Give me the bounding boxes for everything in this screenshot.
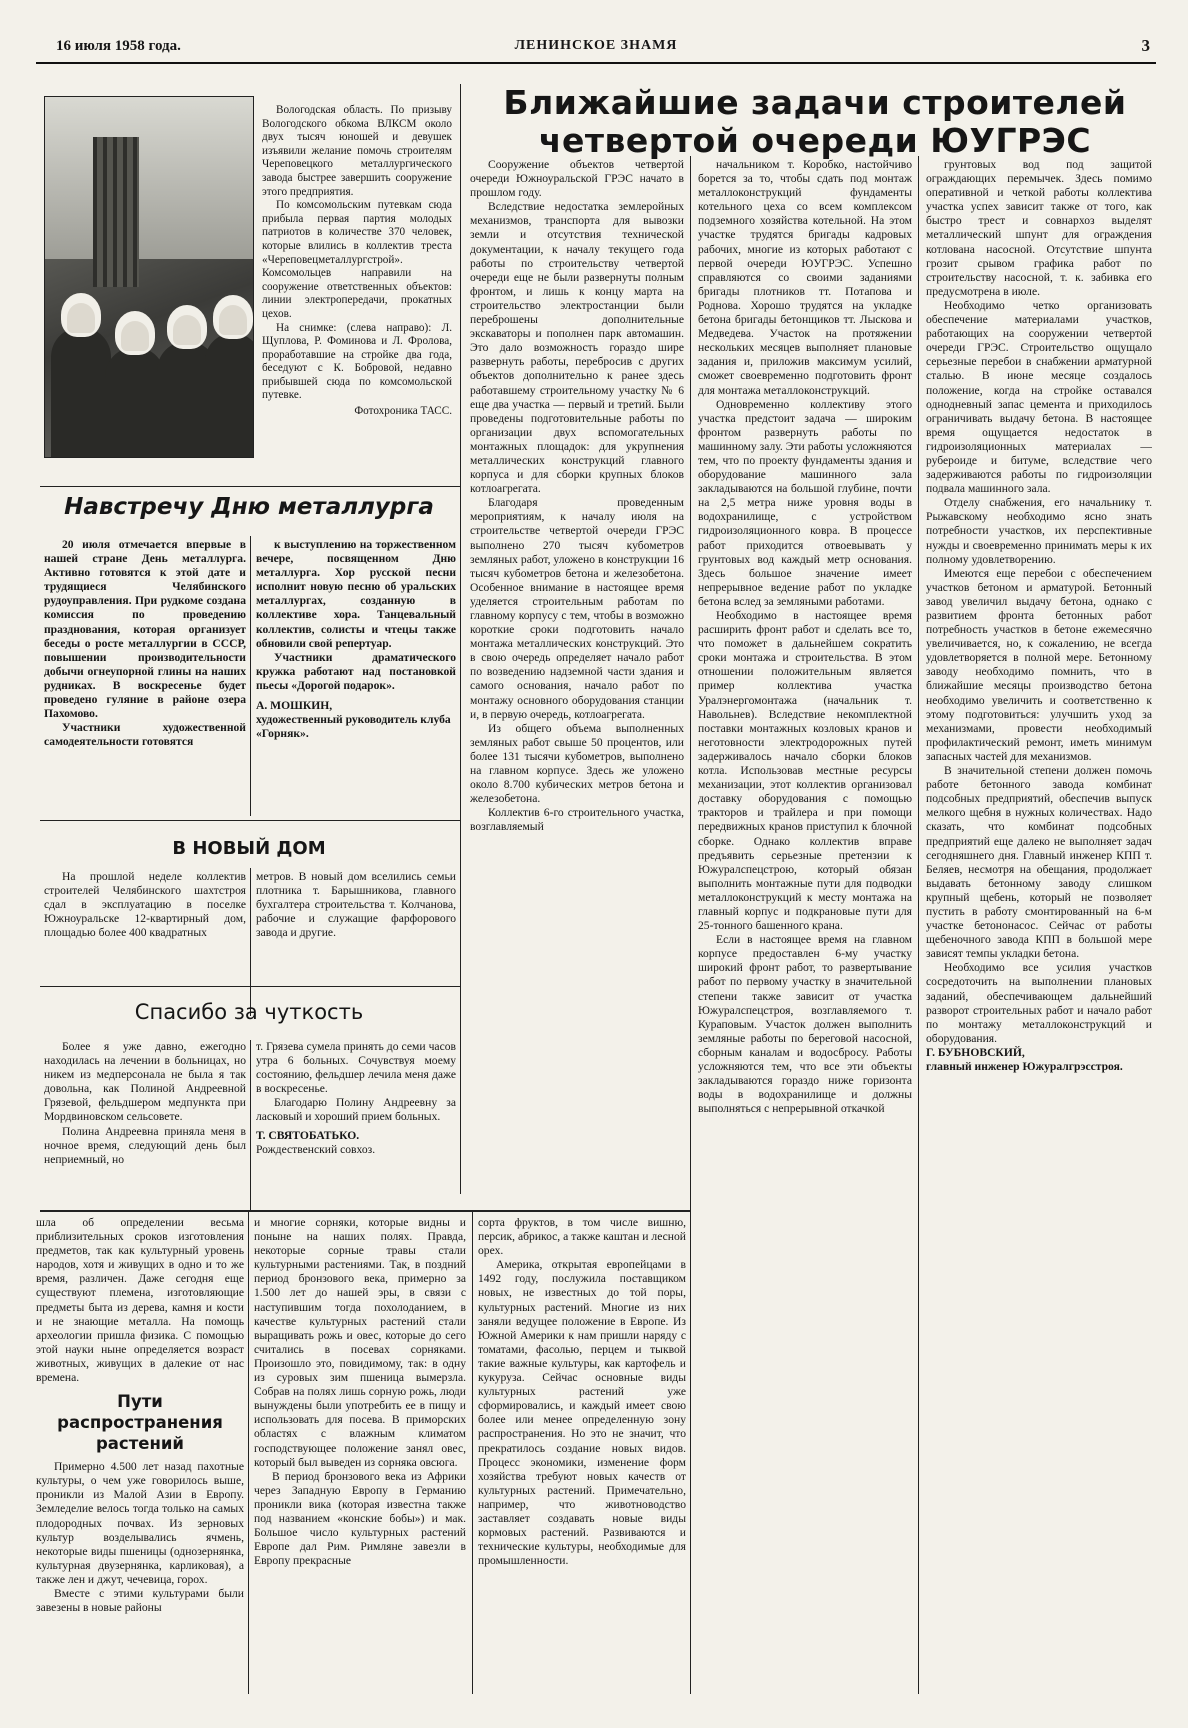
paragraph: Необходимо четко организовать обеспечение материалами участков, работающих на сооружении четвертой очереди ГРЭС. Строительство ощущало серьезные перебои в снабжении арматурной сталью. В июне месяце создалось положение, когда на стройке оставался однодневный запас цемента и приходилось ограничивать выдачу бетона. В настоящее время ощущается недостаток в гидроизоляционных материалах — рубероиде и битуме, вследствие чего задерживаются работы по гидроизоляции подвала машинного зала. (926, 298, 1152, 496)
page-number: 3 (1141, 36, 1150, 55)
thanks-column-1 (44, 1040, 246, 1208)
paragraph: На прошлой неделе коллектив строителей Челябинского шахтстроя сдал в эксплуатацию в поселке Южноуральске 12-квартирный дом, площадью более 400 квадратных (44, 870, 246, 940)
caption-paragraph: На снимке: (слева направо): Л. Щуплова, Р. Фоминова и Л. Фролова, проработавшие на стройке два года, беседуют с К. Бобровой, недавно прибывшей сюда по комсомольской путевке. (262, 321, 452, 402)
plants-column-3 (478, 1216, 686, 1696)
caption-paragraph: Вологодская область. По призыву Вологодского обкома ВЛКСМ около двух тысяч юношей и девушек изъявили желание помочь строителям Череповецкого металлургического завода быстрее завершить сооружение этого предприятия. (262, 104, 452, 198)
paragraph: Благодаря проведенным мероприятиям, к началу июля на строительстве четвертой очереди ГРЭС выполнено 270 тысяч кубометров земляных работ, уложено в конструкции 16 тысяч кубометров бетона и железобетона. Особенное внимание в настоящее время уделяется строительным работам по главному корпусу с тем, чтобы в возможно короткие сроки подготовить начало монтажа металлических конструкций. Это в свою очередь определяет начало работ по возведению надземной части здания и самого основания, начало работ по монтажу основного оборудования станции и, в первую очередь, котлоагрегата. (470, 496, 684, 721)
masthead (36, 36, 1156, 64)
plants-column-2 (254, 1216, 466, 1696)
paragraph: Коллектив 6-го строительного участка, возглавляемый (470, 806, 684, 834)
paragraph: 20 июля отмечается впервые в нашей стране День металлурга. Активно готовятся к этой дате и трудящиеся Челябинского рудоуправления. При рудкоме создана комиссия по проведению празднования, которая организует беседы о росте металлургии в СССР, повышении производительности добычи огнеупорной глины на наших рудниках. В воскресенье будет проведено гуляние в районе озера Пахомово. (44, 538, 246, 721)
paragraph: т. Грязева сумела принять до семи часов утра 6 больных. Сочувствуя моему состоянию, фельдшер лечила меня даже в воскресенье. (256, 1040, 456, 1096)
paragraph: Имеются еще перебои с обеспечением участков бетоном и арматурой. Бетонный завод увеличил выдачу бетона, однако с развитием фронта бетонных работ потребность участков в бетоне ежемесячно увеличивается, но, к сожалению, не всегда удовлетворяется в полной мере. Бетонному заводу необходимо помнить, что в ближайшие месяцы производство бетона необходимо увеличить и соответственно к этому подготовиться: улучшить уход за механизмами, провести необходимый профилактический ремонт, иметь минимум запасных частей для механизмов. (926, 566, 1152, 763)
paragraph: Участники драматического кружка работают над постановкой пьесы «Дорогой подарок». (256, 650, 456, 692)
paragraph: Америка, открытая европейцами в 1492 году, послужила поставщиком новых, не известных до той поры, культурных растений. Многие из них заняли ведущее положение в Европе. Из Южной Америки к нам пришли наряду с томатами, фасолью, перцем и тыквой такие важные культуры, как картофель и кукуруза. Сейчас основные виды культурных растений уже сформировались, и каждый имеет свою более или менее определенную зону распространения. Но это не значит, что прекратилось создание новых видов. Процесс экономики, изменение форм хозяйства требуют новых качеств от культурных растений. Примечательно, например, что животноводство заставляет создавать новые виды кормовых растений. Развиваются и технические культуры, необходимые для промышленности. (478, 1258, 686, 1568)
author-role: главный инженер Южуралгрэсстроя. (926, 1060, 1123, 1073)
paragraph: Одновременно коллективу этого участка предстоит задача — широким фронтом развернуть работы по машинному залу. Эти работы усложняются тем, что по проекту фундаменты здания и оборудование машинного зала закладываются на большой глубине, почти на 2,5 метра ниже уровня воды в водохранилище, с устройством гидроизоляционного ковра. В процессе работ приходится отвоевывать у грунтовых вод каждый метр основания. Здесь большое значение имеет непрерывное ведение работ по укладке бетона вслед за земляными работами. (698, 397, 912, 608)
main-article-column-1 (470, 158, 684, 1210)
paragraph: Вследствие недостатка землеройных механизмов, транспорта для вывозки земли и отсутствия технической документации, к началу текущего года работы по строительству четвертой очереди еще не были развернуты полным фронтом, и лишь к концу марта на строительство электростанции были переброшены дополнительные экскаваторы и пополнен парк автомашин. Это дало возможность гораздо шире развернуть работы, перебросив с других объектов дополнительно к ранее здесь работавшему строительному участку № 6 еще два участка — первый и третий. Были проведены подготовительные работы по организации двух вспомогательных монтажных площадок: для укрупнения металлических конструкций главного корпуса и для сборки крупных блоков котлоагрегата. (470, 200, 684, 496)
author-place: Рождественский совхоз. (256, 1142, 376, 1156)
new-house-headline: В НОВЫЙ ДОМ (172, 838, 326, 859)
paragraph: Примерно 4.500 лет назад пахотные культуры, о чем уже говорилось выше, проникли из Малой Азии в Европу. Земледелие велось тогда только на самых плодородных почвах. Из зерновых культур возделывались ячмень, некоторые виды пшеницы (однозернянка, культурная двузернянка, карликовая), а также лен и джут, чечевица, горох. (36, 1460, 244, 1586)
paragraph: Если в настоящее время на главном корпусе предоставлен 6-му участку широкий фронт работ, то развертывание работ по первому участку в значительной степени также зависит от участка Южуралспецстроя, возглавляемого т. Кураповым. Участок должен выполнить земляные работы по береговой насосной, сборным каналам и водосбросу. Работы усложняются тем, что все эти объекты закладываются гораздо ниже горизонта воды в водохранилище и должны выполняться с непрерывной откачкой (698, 933, 912, 1116)
paragraph: В значительной степени должен помочь работе бетонного завода комбинат подсобных предприятий, обеспечив выпуск мелкого щебня в нужных количествах. Надо сказать, что комбинат подсобных предприятий еще далеко не выполняет задач сегодняшнего дня. Главный инженер КПП т. Беляев, несмотря на обещания, продолжает выдавать бетонному заводу слишком крупный щебень, который не позволяет пустить в работу смонтированный на 6-м участке бетононасос. Сейчас от работы щебеночного завода КПП в большой мере зависят темпы укладки бетона. (926, 764, 1152, 961)
paragraph: метров. В новый дом вселились семьи плотника т. Барышникова, главного бухгалтера строительства т. Колчанова, рабочие и служащие фарфорового завода и другие. (256, 870, 456, 940)
photo-caption (262, 104, 452, 419)
paragraph: и многие сорняки, которые видны и поныне на наших полях. Правда, некоторые сорные травы стали культурными растениями. Так, в поздний период бронзового века, примерно за 1.500 лет до нашей эры, в связи с наступившим тогда похолоданием, в качестве культурных растений стали выращивать рожь и овес, которые до сего считались в посевах сорняками. Произошло это, повидимому, так: в одну из суровых зим пшеница вымерзла. Собрав на полях лишь сорную рожь, люди вынуждены были употребить ее в пищу и использовать для посева. В приморских областях с влажным климатом господствующее положение занял овес, который был выведен из сорняка овсюга. (254, 1216, 466, 1469)
main-article-column-3 (926, 158, 1152, 1698)
paragraph: Более я уже давно, ежегодно находилась на лечении в больницах, но никем из медперсонала не была я так довольна, как Полиной Андреевной Грязевой, фельдшером медпункта при Мордвиновском сельсовете. (44, 1040, 246, 1124)
main-headline: Ближайшие задачи строителей четвертой очереди ЮУГРЭС (503, 83, 1127, 160)
photo-credit: Фотохроника ТАСС. (354, 405, 452, 418)
main-article-column-2 (698, 158, 912, 1694)
paragraph: Вместе с этими культурами были завезены в новые районы (36, 1586, 244, 1615)
paragraph: Отделу снабжения, его начальнику т. Рыжавскому необходимо ясно знать потребности участков, их перспективные нужды и своевременно принимать меры к их полному удовлетворению. (926, 496, 1152, 566)
caption-paragraph: По комсомольским путевкам сюда прибыла первая партия молодых патриотов в количестве 370 человек, которые влились в коллектив треста «Череповецметаллургстрой». Комсомольцев направили на сооружение ответственных объектов: линии электропередачи, прокатных цехов. (262, 199, 452, 320)
plants-headline: Пути распространения растений (57, 1392, 223, 1454)
news-photo (44, 96, 254, 458)
paragraph: Участники художественной самодеятельности готовятся (44, 721, 246, 749)
metallurgist-column-2 (256, 538, 456, 818)
paragraph: Благодарю Полину Андреевну за ласковый и хороший прием больных. (256, 1096, 456, 1124)
author-role: художественный руководитель клуба «Горняк». (256, 713, 451, 741)
paragraph: к выступлению на торжественном вечере, посвященном Дню металлурга. Хор русской песни исполнит новую песню об уральских металлургах, созданную в коллективе хора. Танцевальный коллектив, солисты и чтецы также обновили свой репертуар. (256, 538, 456, 650)
paragraph: Необходимо все усилия участков сосредоточить на выполнении плановых заданий, обеспечивающем дальнейший разворот строительных работ и начало работ по монтажу металлоконструкций и оборудования. (926, 961, 1152, 1045)
author-signature: Г. БУБНОВСКИЙ, (926, 1045, 1025, 1059)
new-house-column-1 (44, 870, 246, 982)
new-house-column-2 (256, 870, 456, 982)
metallurgist-headline: Навстречу Дню металлурга (64, 494, 434, 520)
thanks-column-2 (256, 1040, 456, 1208)
author-signature: А. МОШКИН, (256, 699, 333, 713)
paragraph: шла об определении весьма приблизительных сроков изготовления предметов, так как культурный уровень народов, хотя и живущих в одно и то же время, различен. Даже сегодня еще существуют племена, изготовляющие предметы быта из дерева, камня и кости и не знающие металла. На помощь археологии пришла физика. С помощью этой науки ныне определяется возраст животных, живущих в далекие от нас времена. (36, 1216, 244, 1385)
author-signature: Т. СВЯТОБАТЬКО. (256, 1128, 360, 1142)
paragraph: грунтовых вод под защитой ограждающих перемычек. Здесь помимо оперативной и четкой работы коллектива участка успех зависит также от того, как быстро трест и совнархоз выделят металлический шпунт для ограждения котлована насосной. Отсутствие шпунта грозит срывом графика работ по строительству насосной, т. к. забивка его предусмотрена в июле. (926, 158, 1152, 298)
issue-date: 16 июля 1958 года. (56, 38, 181, 54)
metallurgist-column-1 (44, 538, 246, 818)
thanks-headline: Спасибо за чуткость (134, 1000, 364, 1024)
paragraph: Из общего объема выполненных земляных работ свыше 50 процентов, или более 131 тысячи кубометров, выполнено на главном корпусе. Здесь же уложено около 8.700 кубических метров бетона и железобетона. (470, 721, 684, 806)
paragraph: сорта фруктов, в том числе вишню, персик, абрикос, а также каштан и лесной орех. (478, 1216, 686, 1258)
paragraph: В период бронзового века из Африки через Западную Европу в Германию проникли вика (которая известна также под названием «конские бобы») и мак. Большое число культурных растений Европе дал Рим. Римляне завезли в Европу прекрасные (254, 1469, 466, 1568)
plants-column-1 (36, 1216, 244, 1696)
paragraph: начальником т. Коробко, настойчиво борется за то, чтобы сдать под монтаж металлоконструкций фундаменты котельного цеха со всем комплексом подземного хозяйства котельной. На этом участке трудятся бригады кадровых рабочих, многие из которых работают с первой очереди ЮУГРЭС. Успешно справляются со своими заданиями бригады плотников тт. Потапова и Роднова. Хорошо трудятся на укладке бетона бригады бетонщиков тт. Лыскова и Медведева. Участок на протяжении нескольких месяцев выполняет плановые задания и, приложив максимум усилий, сможет своевременно подготовить фронт для монтажа металлоконструкций. (698, 158, 912, 397)
paragraph: Сооружение объектов четвертой очереди Южноуральской ГРЭС начато в прошлом году. (470, 158, 684, 200)
paragraph: Необходимо в настоящее время расширить фронт работ и сделать все то, что поможет в дальнейшем сократить сроки монтажа и строительства. В этом отношении положительным является пример коллектива участка Уралэнергомонтажа (начальник т. Навольнев). Вследствие некомплектной поставки монтажных козловых кранов и неготовности электродорожных путей задерживалось начало сборки блоков котла. Использовав местные ресурсы механизации, этот коллектив организовал доставку оборудования с помощью тракторов и трайлера и при помощи передвижных кранов приступил к блочной сборке. Однако коллектив вправе предъявить серьезные претензии к Южуралспецстрою, который обязан выполнить монтажные пути для подводки металлоконструкций к месту монтажа на главный корпус и подкрановые пути для 25-тонного башенного крана. (698, 609, 912, 933)
newspaper-title: ЛЕНИНСКОЕ ЗНАМЯ (514, 38, 678, 53)
paragraph: Полина Андреевна приняла меня в ночное время, следующий день был неприемный, но (44, 1124, 246, 1166)
